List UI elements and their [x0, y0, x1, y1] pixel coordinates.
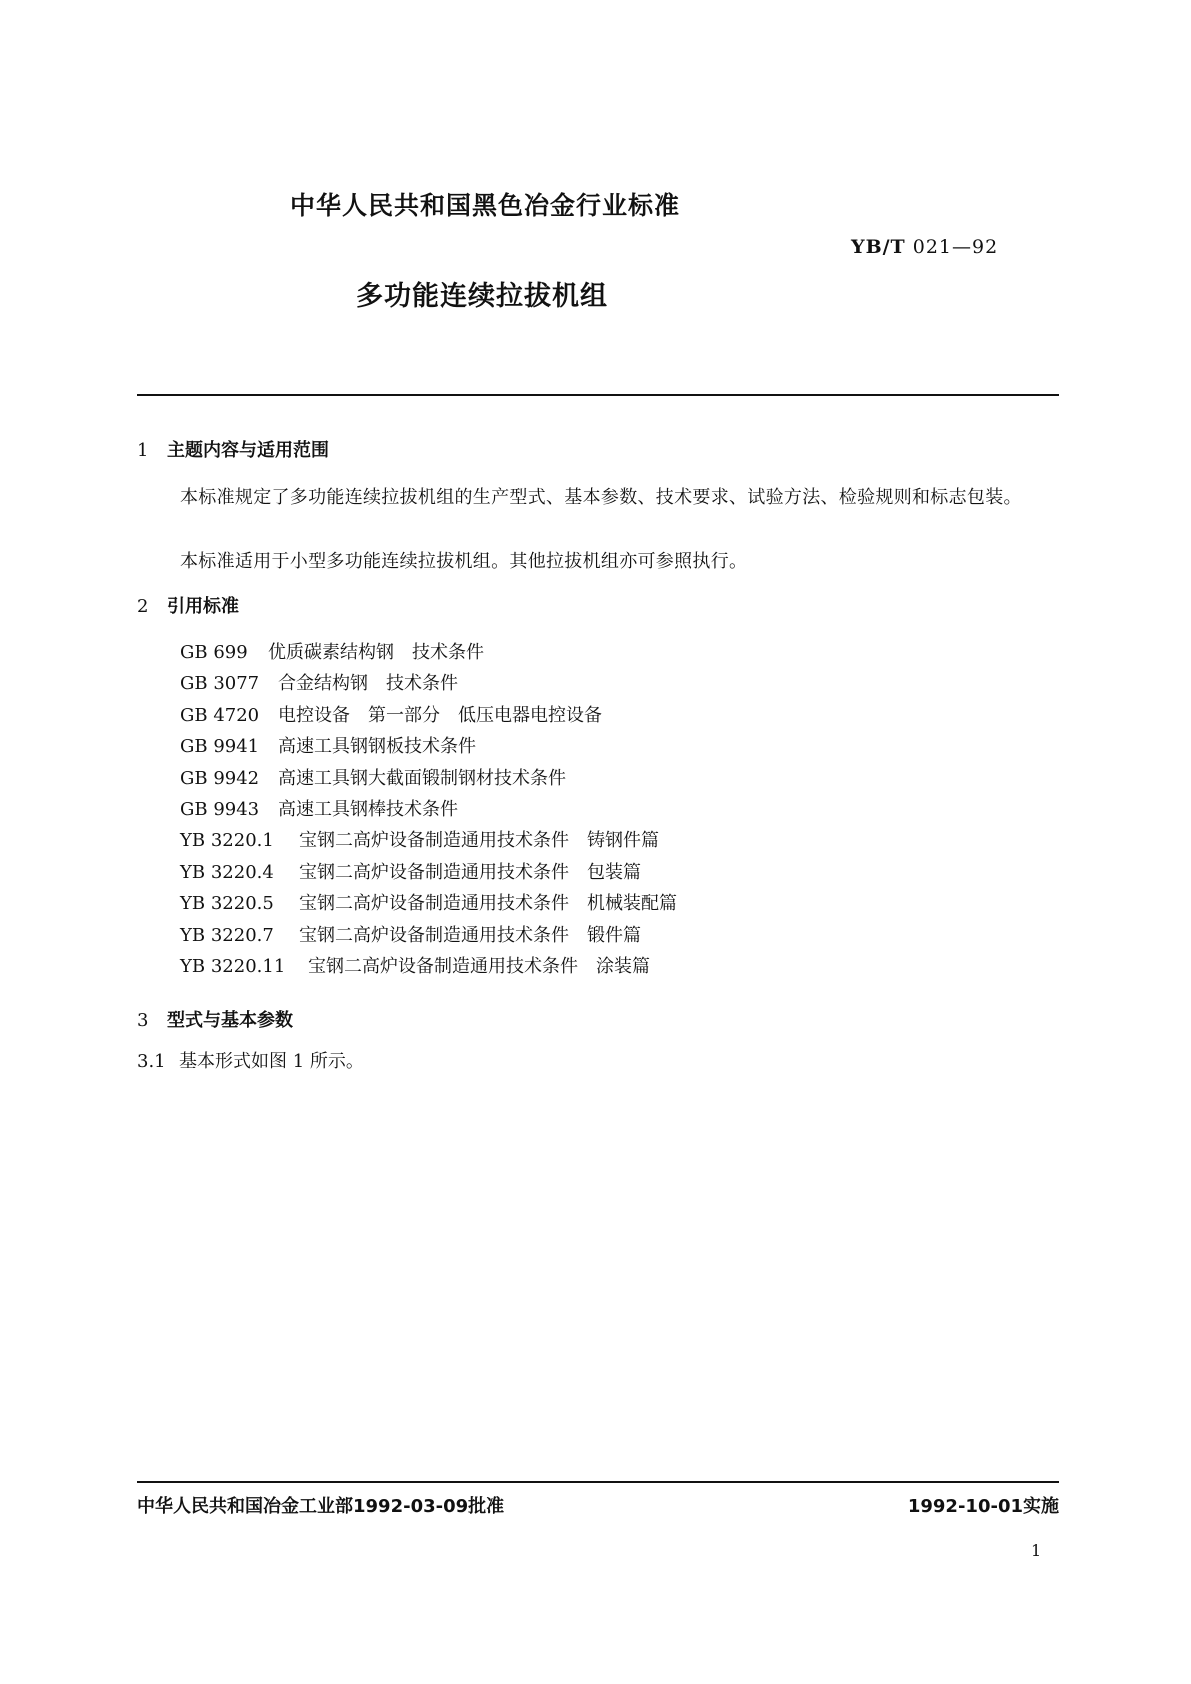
reference-title: 宝钢二高炉设备制造通用技术条件 铸钢件篇 [299, 830, 659, 852]
clause-text: 基本形式如图 1 所示。 [179, 1051, 364, 1072]
section-number: 3 [137, 1010, 149, 1031]
reference-code: GB 9941 [180, 736, 260, 758]
reference-title: 宝钢二高炉设备制造通用技术条件 包装篇 [299, 861, 641, 883]
section-title: 型式与基本参数 [167, 1010, 293, 1031]
section-1-paragraph-1: 本标准规定了多功能连续拉拔机组的生产型式、基本参数、技术要求、试验方法、检验规则和标志包装。 [180, 487, 1022, 508]
reference-code: GB 3077 [180, 673, 260, 695]
footer-divider [137, 1481, 1059, 1483]
document-title: 多功能连续拉拔机组 [356, 281, 608, 312]
standard-code-number: 021—92 [912, 236, 999, 258]
reference-item [180, 857, 677, 888]
reference-item [180, 637, 677, 668]
reference-code: YB 3220.11 [180, 955, 286, 977]
reference-title: 高速工具钢棒技术条件 [278, 798, 458, 820]
reference-item [180, 825, 677, 856]
clause-number: 3.1 [137, 1051, 166, 1072]
clause-3-1 [137, 1047, 364, 1073]
effective-date: 1992-10-01实施 [907, 1496, 1059, 1517]
section-title: 引用标准 [167, 596, 239, 617]
reference-title: 宝钢二高炉设备制造通用技术条件 涂装篇 [308, 955, 650, 977]
section-number: 1 [137, 440, 149, 461]
reference-code: GB 9943 [180, 798, 260, 820]
reference-code: YB 3220.1 [180, 830, 274, 852]
reference-title: 高速工具钢大截面锻制钢材技术条件 [278, 767, 566, 789]
reference-code: GB 4720 [180, 704, 260, 726]
reference-item [180, 668, 677, 699]
standard-code-prefix: YB/T [851, 236, 906, 258]
section-title: 主题内容与适用范围 [167, 440, 329, 461]
reference-title: 优质碳素结构钢 技术条件 [268, 642, 484, 663]
section-number: 2 [137, 596, 149, 617]
reference-list [180, 637, 677, 982]
page-number: 1 [1031, 1541, 1042, 1560]
section-3-heading [137, 1006, 293, 1032]
reference-title: 宝钢二高炉设备制造通用技术条件 锻件篇 [299, 924, 641, 946]
reference-code: GB 9942 [180, 767, 260, 789]
section-1-paragraph-2: 本标准适用于小型多功能连续拉拔机组。其他拉拔机组亦可参照执行。 [180, 551, 748, 572]
reference-title: 电控设备 第一部分 低压电器电控设备 [278, 704, 602, 726]
reference-title: 高速工具钢钢板技术条件 [278, 736, 476, 758]
reference-item [180, 888, 677, 919]
reference-code: GB 699 [180, 642, 248, 663]
reference-code: YB 3220.5 [180, 893, 274, 915]
section-1-heading [137, 436, 329, 462]
standard-code [851, 236, 998, 258]
reference-title: 宝钢二高炉设备制造通用技术条件 机械装配篇 [299, 893, 677, 915]
standard-category-title: 中华人民共和国黑色冶金行业标准 [290, 191, 681, 220]
reference-item [180, 763, 677, 794]
reference-item [180, 951, 677, 982]
reference-code: YB 3220.4 [180, 861, 274, 883]
section-2-heading [137, 592, 239, 618]
header-divider [137, 394, 1059, 396]
reference-item [180, 920, 677, 951]
issue-approval: 中华人民共和国冶金工业部1992-03-09批准 [137, 1496, 505, 1517]
reference-item [180, 794, 677, 825]
reference-code: YB 3220.7 [180, 924, 274, 946]
reference-title: 合金结构钢 技术条件 [278, 673, 458, 695]
reference-item [180, 731, 677, 762]
reference-item [180, 700, 677, 731]
